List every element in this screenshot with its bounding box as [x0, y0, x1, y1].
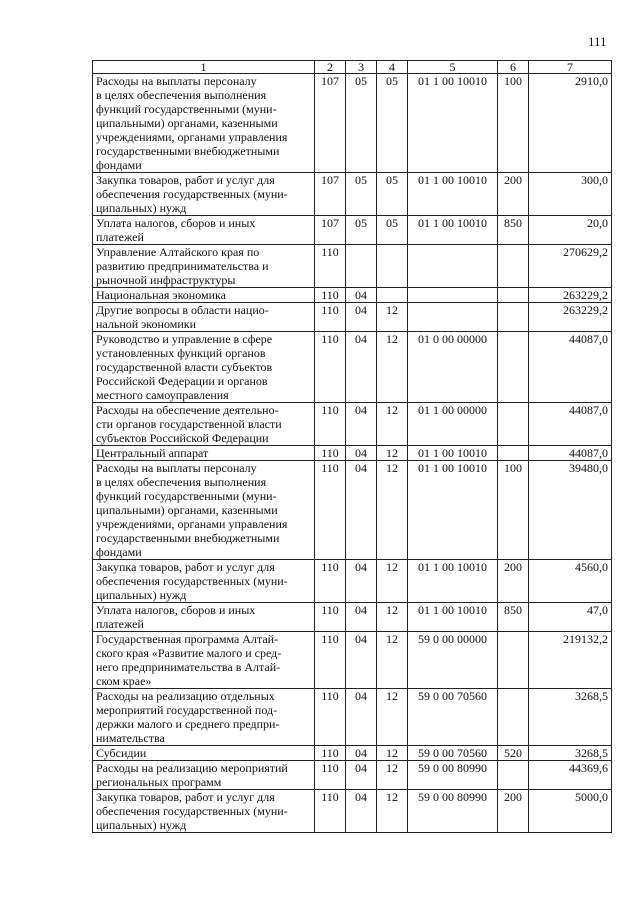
- cell-amount: 20,0: [529, 216, 612, 245]
- cell-subsection-code: 12: [377, 461, 408, 560]
- cell-subsection-code: 12: [377, 560, 408, 603]
- cell-expense-type: 100: [498, 461, 529, 560]
- cell-section-code: 04: [346, 446, 377, 461]
- cell-expense-type: [498, 245, 529, 288]
- table-row: [93, 245, 612, 288]
- cell-name: Руководство и управление в сфере установленных функций органов государственной власти субъектов Российской Федерации и органов местного самоуправления: [93, 332, 315, 403]
- cell-section-code: 04: [346, 288, 377, 303]
- cell-amount: 2910,0: [529, 74, 612, 173]
- header-col-name: 1: [93, 61, 315, 74]
- cell-section-code: 04: [346, 603, 377, 632]
- cell-target-code: 01 1 00 10010: [408, 560, 498, 603]
- table-row: [93, 74, 612, 173]
- cell-amount: 44087,0: [529, 403, 612, 446]
- table-row: [93, 746, 612, 761]
- cell-amount: 300,0: [529, 173, 612, 216]
- cell-expense-type: [498, 761, 529, 790]
- cell-subsection-code: 12: [377, 632, 408, 689]
- table-row: [93, 332, 612, 403]
- table-header: [93, 61, 612, 74]
- cell-subsection-code: 12: [377, 332, 408, 403]
- cell-ministry-code: 110: [315, 332, 346, 403]
- table-row: [93, 216, 612, 245]
- cell-subsection-code: 12: [377, 303, 408, 332]
- cell-target-code: 59 0 00 00000: [408, 632, 498, 689]
- table-row: [93, 761, 612, 790]
- cell-expense-type: [498, 303, 529, 332]
- cell-ministry-code: 110: [315, 632, 346, 689]
- table-row: [93, 303, 612, 332]
- cell-target-code: [408, 288, 498, 303]
- cell-ministry-code: 110: [315, 761, 346, 790]
- cell-ministry-code: 110: [315, 689, 346, 746]
- cell-name: Закупка товаров, работ и услуг для обеспечения государственных (муни- ципальных) нужд: [93, 790, 315, 833]
- cell-subsection-code: 12: [377, 446, 408, 461]
- table-row: [93, 403, 612, 446]
- table-row: [93, 560, 612, 603]
- cell-name: Государственная программа Алтай- ского края «Развитие малого и сред- него предпринимательства в Алтай- ском крае»: [93, 632, 315, 689]
- header-col-target: 5: [408, 61, 498, 74]
- cell-expense-type: 200: [498, 790, 529, 833]
- cell-subsection-code: 12: [377, 790, 408, 833]
- cell-subsection-code: 12: [377, 689, 408, 746]
- cell-amount: 219132,2: [529, 632, 612, 689]
- header-row: [93, 61, 612, 74]
- header-col-section: 3: [346, 61, 377, 74]
- cell-section-code: 05: [346, 216, 377, 245]
- header-col-amount: 7: [529, 61, 612, 74]
- cell-section-code: 05: [346, 74, 377, 173]
- cell-expense-type: [498, 689, 529, 746]
- cell-subsection-code: 05: [377, 216, 408, 245]
- cell-amount: 270629,2: [529, 245, 612, 288]
- cell-target-code: 01 1 00 10010: [408, 461, 498, 560]
- cell-expense-type: [498, 332, 529, 403]
- table-row: [93, 461, 612, 560]
- cell-ministry-code: 110: [315, 603, 346, 632]
- cell-target-code: 01 1 00 10010: [408, 216, 498, 245]
- cell-name: Расходы на реализацию мероприятий региональных программ: [93, 761, 315, 790]
- cell-target-code: [408, 245, 498, 288]
- cell-amount: 3268,5: [529, 746, 612, 761]
- cell-target-code: 59 0 00 80990: [408, 790, 498, 833]
- budget-table: [92, 60, 612, 833]
- cell-name: Управление Алтайского края по развитию предпринимательства и рыночной инфраструктуры: [93, 245, 315, 288]
- cell-ministry-code: 110: [315, 746, 346, 761]
- table-body: [93, 74, 612, 833]
- cell-ministry-code: 107: [315, 216, 346, 245]
- table-row: [93, 446, 612, 461]
- cell-subsection-code: 12: [377, 746, 408, 761]
- cell-subsection-code: [377, 245, 408, 288]
- page-number: 111: [588, 34, 607, 49]
- cell-expense-type: 850: [498, 216, 529, 245]
- cell-ministry-code: 110: [315, 303, 346, 332]
- cell-section-code: 04: [346, 790, 377, 833]
- cell-amount: 5000,0: [529, 790, 612, 833]
- cell-section-code: 04: [346, 632, 377, 689]
- cell-ministry-code: 110: [315, 461, 346, 560]
- cell-section-code: 05: [346, 173, 377, 216]
- cell-section-code: 04: [346, 303, 377, 332]
- cell-target-code: 01 1 00 10010: [408, 446, 498, 461]
- cell-name: Центральный аппарат: [93, 446, 315, 461]
- cell-subsection-code: 05: [377, 173, 408, 216]
- cell-target-code: 01 1 00 10010: [408, 603, 498, 632]
- cell-amount: 44087,0: [529, 446, 612, 461]
- cell-name: Национальная экономика: [93, 288, 315, 303]
- table-row: [93, 173, 612, 216]
- cell-ministry-code: 110: [315, 790, 346, 833]
- cell-subsection-code: 12: [377, 603, 408, 632]
- table-row: [93, 790, 612, 833]
- cell-section-code: [346, 245, 377, 288]
- cell-name: Уплата налогов, сборов и иных платежей: [93, 603, 315, 632]
- cell-target-code: [408, 303, 498, 332]
- cell-target-code: 59 0 00 70560: [408, 689, 498, 746]
- cell-name: Закупка товаров, работ и услуг для обеспечения государственных (муни- ципальных) нужд: [93, 173, 315, 216]
- cell-target-code: 01 1 00 10010: [408, 173, 498, 216]
- cell-amount: 44369,6: [529, 761, 612, 790]
- cell-expense-type: 100: [498, 74, 529, 173]
- cell-expense-type: [498, 446, 529, 461]
- cell-ministry-code: 110: [315, 403, 346, 446]
- cell-target-code: 59 0 00 80990: [408, 761, 498, 790]
- cell-name: Закупка товаров, работ и услуг для обеспечения государственных (муни- ципальных) нужд: [93, 560, 315, 603]
- cell-subsection-code: 12: [377, 761, 408, 790]
- cell-expense-type: 520: [498, 746, 529, 761]
- cell-name: Расходы на выплаты персоналу в целях обеспечения выполнения функций государственными (муни- ципальными) органами, казенными учреждениями, органами управления государственными внебюджетными фондами: [93, 461, 315, 560]
- cell-ministry-code: 110: [315, 446, 346, 461]
- cell-name: Расходы на выплаты персоналу в целях обеспечения выполнения функций государственными (муни- ципальными) органами, казенными учреждениями, органами управления государственными внебюджетными фондами: [93, 74, 315, 173]
- cell-target-code: 01 1 00 10010: [408, 74, 498, 173]
- cell-target-code: 01 0 00 00000: [408, 332, 498, 403]
- cell-expense-type: [498, 632, 529, 689]
- cell-name: Расходы на обеспечение деятельно- сти органов государственной власти субъектов Российской Федерации: [93, 403, 315, 446]
- cell-amount: 44087,0: [529, 332, 612, 403]
- cell-target-code: 59 0 00 70560: [408, 746, 498, 761]
- cell-amount: 263229,2: [529, 288, 612, 303]
- cell-subsection-code: [377, 288, 408, 303]
- cell-subsection-code: 12: [377, 403, 408, 446]
- table-row: [93, 288, 612, 303]
- cell-section-code: 04: [346, 761, 377, 790]
- header-col-type: 6: [498, 61, 529, 74]
- cell-name: Другие вопросы в области нацио- нальной экономики: [93, 303, 315, 332]
- cell-ministry-code: 110: [315, 560, 346, 603]
- header-col-ministry: 2: [315, 61, 346, 74]
- cell-section-code: 04: [346, 461, 377, 560]
- cell-name: Расходы на реализацию отдельных мероприятий государственной под- держки малого и среднего предпри- нимательства: [93, 689, 315, 746]
- cell-section-code: 04: [346, 689, 377, 746]
- cell-expense-type: [498, 288, 529, 303]
- table-row: [93, 603, 612, 632]
- cell-subsection-code: 05: [377, 74, 408, 173]
- cell-name: Субсидии: [93, 746, 315, 761]
- cell-amount: 39480,0: [529, 461, 612, 560]
- cell-amount: 4560,0: [529, 560, 612, 603]
- cell-ministry-code: 110: [315, 288, 346, 303]
- cell-target-code: 01 1 00 00000: [408, 403, 498, 446]
- table-row: [93, 689, 612, 746]
- cell-amount: 47,0: [529, 603, 612, 632]
- cell-expense-type: [498, 403, 529, 446]
- cell-amount: 263229,2: [529, 303, 612, 332]
- cell-name: Уплата налогов, сборов и иных платежей: [93, 216, 315, 245]
- cell-ministry-code: 107: [315, 173, 346, 216]
- cell-section-code: 04: [346, 332, 377, 403]
- cell-section-code: 04: [346, 560, 377, 603]
- cell-expense-type: 850: [498, 603, 529, 632]
- cell-expense-type: 200: [498, 560, 529, 603]
- cell-expense-type: 200: [498, 173, 529, 216]
- cell-section-code: 04: [346, 403, 377, 446]
- header-col-subsection: 4: [377, 61, 408, 74]
- cell-section-code: 04: [346, 746, 377, 761]
- cell-ministry-code: 110: [315, 245, 346, 288]
- cell-amount: 3268,5: [529, 689, 612, 746]
- table-row: [93, 632, 612, 689]
- cell-ministry-code: 107: [315, 74, 346, 173]
